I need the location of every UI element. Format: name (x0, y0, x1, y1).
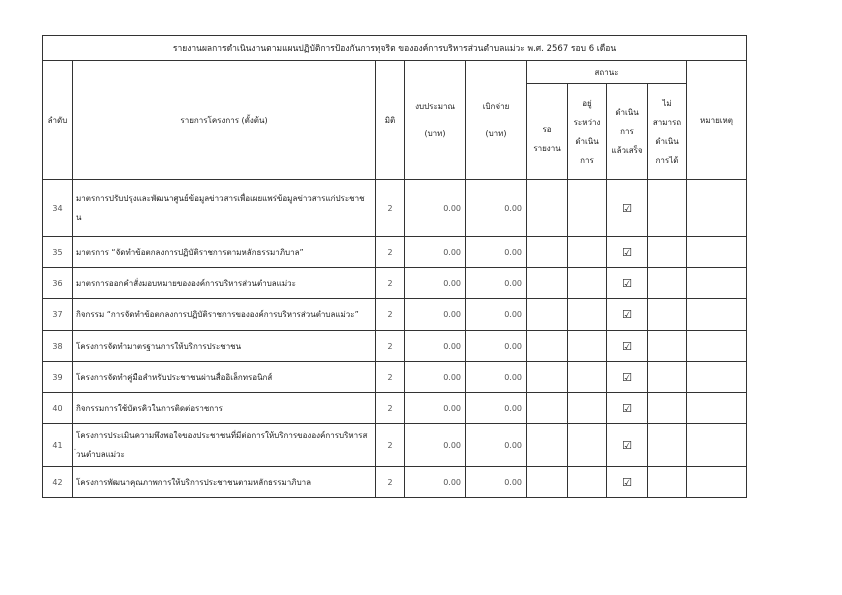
row-dimension: 2 (376, 424, 405, 467)
row-status-inprogress (568, 180, 607, 237)
row-status-unable (648, 180, 687, 237)
row-dimension: 2 (376, 331, 405, 362)
header-status-wait (527, 84, 568, 180)
row-status-wait (527, 299, 568, 331)
row-status-wait (527, 331, 568, 362)
row-dimension: 2 (376, 467, 405, 498)
header-status: สถานะ (527, 61, 687, 84)
row-project-line1: มาตรการปรับปรุงและพัฒนาศูนย์ข้อมูลข่าวสารเพื่อเผยแพร่ข้อมูลข่าวสารแก่ประชาช (76, 194, 365, 203)
row-status-unable (648, 424, 687, 467)
table-row (43, 299, 747, 331)
row-project: โครงการพัฒนาคุณภาพการให้บริการประชาชนตามหลักธรรมาภิบาล (73, 467, 376, 498)
row-dimension: 2 (376, 237, 405, 268)
row-dimension: 2 (376, 299, 405, 331)
row-remarks (687, 362, 747, 393)
row-project (73, 180, 376, 237)
row-project: กิจกรรม “การจัดทำข้อตกลงการปฏิบัติราชการขององค์การบริหารส่วนตำบลแม่วะ” (73, 299, 376, 331)
row-remarks (687, 393, 747, 424)
checkbox-checked-icon: ☑ (607, 362, 648, 393)
header-status-unable-1: ไม่ (662, 98, 672, 108)
row-status-wait (527, 424, 568, 467)
header-status-unable-2: สามารถ (652, 117, 682, 127)
header-status-inprogress-4: การ (580, 155, 594, 165)
header-budget (405, 61, 466, 180)
table-row (43, 362, 747, 393)
row-budget: 0.00 (405, 424, 466, 467)
row-dimension: 2 (376, 362, 405, 393)
checkbox-checked-icon: ☑ (607, 424, 648, 467)
header-status-done-2: การ (620, 127, 634, 136)
checkbox-checked-icon: ☑ (607, 268, 648, 299)
row-status-unable (648, 331, 687, 362)
row-budget: 0.00 (405, 467, 466, 498)
row-status-inprogress (568, 467, 607, 498)
row-status-inprogress (568, 362, 607, 393)
row-status-wait (527, 362, 568, 393)
table-row (43, 424, 747, 467)
header-status-unable (648, 84, 687, 180)
table-row (43, 268, 747, 299)
row-project: มาตรการออกคำสั่งมอบหมายขององค์การบริหารส่วนตำบลแม่วะ (73, 268, 376, 299)
header-status-wait-1: รอ (542, 124, 552, 134)
report-title: รายงานผลการดำเนินงานตามแผนปฏิบัติการป้องกันการทุจริต ขององค์การบริหารส่วนตำบลแม่วะ พ.ศ. 2567 รอบ 6 เดือน (43, 36, 747, 61)
row-spent: 0.00 (466, 268, 527, 299)
header-project: รายการโครงการ (ตั้งต้น) (73, 61, 376, 180)
header-status-inprogress-3: ดำเนิน (575, 136, 599, 146)
row-remarks (687, 424, 747, 467)
checkbox-checked-icon: ☑ (607, 299, 648, 331)
row-remarks (687, 467, 747, 498)
row-project: โครงการจัดทำมาตรฐานการให้บริการประชาชน (73, 331, 376, 362)
header-spent-line1: เบิกจ่าย (482, 102, 510, 111)
row-spent: 0.00 (466, 424, 527, 467)
row-budget: 0.00 (405, 237, 466, 268)
header-status-unable-4: การได้ (655, 155, 679, 165)
row-status-unable (648, 237, 687, 268)
report-table (42, 35, 747, 498)
row-remarks (687, 299, 747, 331)
row-no: 39 (43, 362, 73, 393)
table-row (43, 180, 747, 237)
row-remarks (687, 268, 747, 299)
row-budget: 0.00 (405, 331, 466, 362)
row-project: โครงการจัดทำคู่มือสำหรับประชาชนผ่านสื่ออิเล็กทรอนิกส์ (73, 362, 376, 393)
row-status-inprogress (568, 393, 607, 424)
row-project: กิจกรรมการใช้บัตรคิวในการติดต่อราชการ (73, 393, 376, 424)
row-budget: 0.00 (405, 268, 466, 299)
row-spent: 0.00 (466, 362, 527, 393)
row-status-unable (648, 467, 687, 498)
header-status-inprogress (568, 84, 607, 180)
table-row (43, 393, 747, 424)
header-status-inprogress-2: ระหว่าง (573, 117, 601, 127)
header-budget-line1: งบประมาณ (415, 102, 455, 111)
row-dimension: 2 (376, 393, 405, 424)
row-status-unable (648, 362, 687, 393)
row-status-wait (527, 268, 568, 299)
row-no: 35 (43, 237, 73, 268)
row-status-wait (527, 237, 568, 268)
row-status-unable (648, 393, 687, 424)
header-remarks: หมายเหตุ (687, 61, 747, 180)
checkbox-checked-icon: ☑ (607, 180, 648, 237)
row-status-inprogress (568, 237, 607, 268)
row-no: 34 (43, 180, 73, 237)
row-status-wait (527, 180, 568, 237)
checkbox-checked-icon: ☑ (607, 467, 648, 498)
row-project: มาตรการ “จัดทำข้อตกลงการปฏิบัติราชการตามหลักธรรมาภิบาล” (73, 237, 376, 268)
row-status-unable (648, 299, 687, 331)
header-spent (466, 61, 527, 180)
header-status-unable-3: ดำเนิน (655, 136, 679, 146)
row-remarks (687, 331, 747, 362)
header-no: ลำดับ (43, 61, 73, 180)
row-no: 40 (43, 393, 73, 424)
row-project-line2: น (76, 213, 82, 222)
row-remarks (687, 180, 747, 237)
header-status-done-1: ดำเนิน (615, 108, 639, 117)
row-status-inprogress (568, 331, 607, 362)
table-row (43, 467, 747, 498)
row-project-line2: ่วนตำบลแม่วะ (76, 450, 125, 459)
row-spent: 0.00 (466, 299, 527, 331)
row-spent: 0.00 (466, 467, 527, 498)
header-status-wait-2: รายงาน (533, 143, 561, 153)
row-spent: 0.00 (466, 393, 527, 424)
row-project-line1: โครงการประเมินความพึงพอใจของประชาชนที่มีต่อการให้บริการขององค์การบริหารส (76, 431, 368, 440)
row-status-inprogress (568, 299, 607, 331)
header-dimension: มิติ (376, 61, 405, 180)
row-status-inprogress (568, 268, 607, 299)
row-status-unable (648, 268, 687, 299)
row-spent: 0.00 (466, 237, 527, 268)
row-no: 36 (43, 268, 73, 299)
row-dimension: 2 (376, 268, 405, 299)
row-no: 42 (43, 467, 73, 498)
header-spent-line2: (บาท) (485, 129, 507, 138)
checkbox-checked-icon: ☑ (607, 331, 648, 362)
row-budget: 0.00 (405, 180, 466, 237)
checkbox-checked-icon: ☑ (607, 237, 648, 268)
header-status-inprogress-1: อยู่ (582, 98, 592, 108)
checkbox-checked-icon: ☑ (607, 393, 648, 424)
row-status-wait (527, 467, 568, 498)
row-budget: 0.00 (405, 362, 466, 393)
row-no: 37 (43, 299, 73, 331)
table-row (43, 331, 747, 362)
row-no: 41 (43, 424, 73, 467)
row-spent: 0.00 (466, 331, 527, 362)
row-no: 38 (43, 331, 73, 362)
row-budget: 0.00 (405, 299, 466, 331)
row-status-inprogress (568, 424, 607, 467)
header-status-done (607, 84, 648, 180)
row-dimension: 2 (376, 180, 405, 237)
row-spent: 0.00 (466, 180, 527, 237)
table-row (43, 237, 747, 268)
header-status-done-3: แล้วเสร็จ (611, 146, 643, 155)
row-project (73, 424, 376, 467)
header-budget-line2: (บาท) (424, 129, 446, 138)
row-budget: 0.00 (405, 393, 466, 424)
row-status-wait (527, 393, 568, 424)
row-remarks (687, 237, 747, 268)
